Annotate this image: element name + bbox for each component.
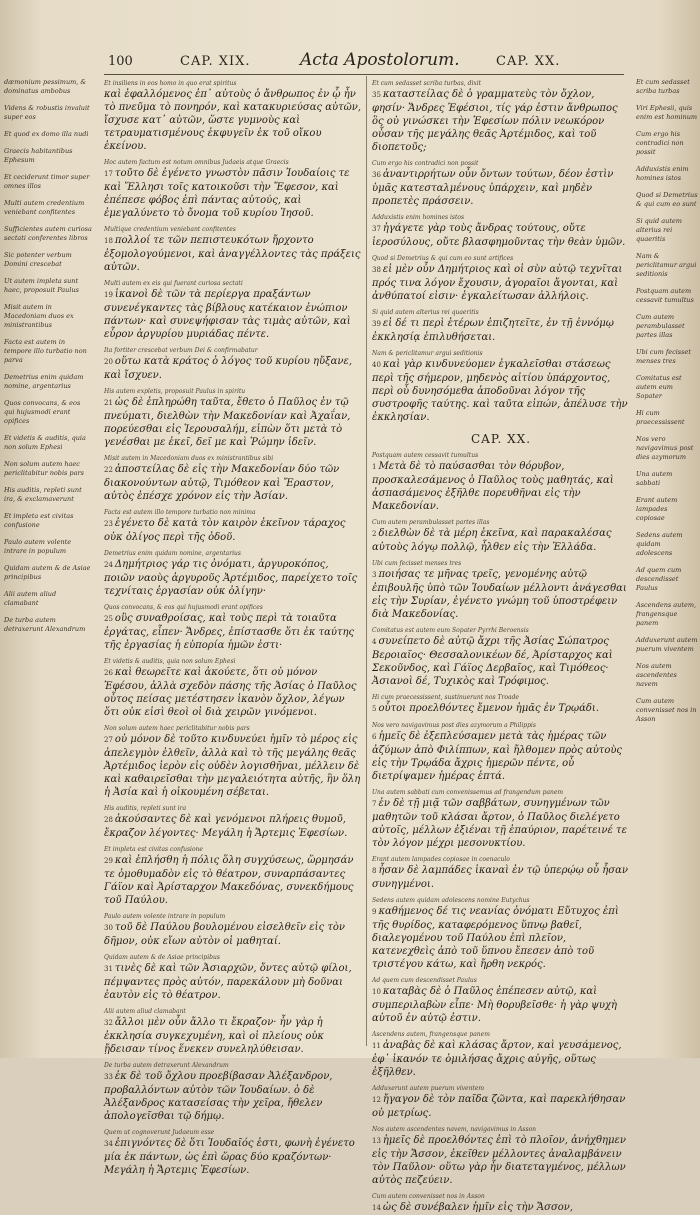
greek-text — [104, 288, 362, 341]
latin-interlinear-gloss: Comitatus est autem eum Sopater Pyrrhi Beroensis — [372, 627, 529, 634]
verse-block — [372, 519, 630, 554]
margin-note: Paulo autem volente intrare in populum — [4, 538, 72, 555]
greek-verse-text: τοῦ δὲ Παύλου βουλομένου εἰσελθεῖν εἰς τὸν δῆμον, οὐκ εἴων αὐτὸν οἱ μαθηταί. — [104, 922, 346, 947]
margin-note: Comitatus est autem eum Sopater — [636, 374, 682, 400]
greek-text — [372, 358, 630, 424]
verse-block — [372, 560, 630, 621]
latin-interlinear-gloss: Cum autem convenisset nos in Asson — [372, 1193, 485, 1200]
latin-interlinear-gloss: Adduxistis enim homines istos — [372, 214, 465, 221]
greek-verse-text: ἤγαγον δὲ τὸν παῖδα ζῶντα, καὶ παρεκλήθησαν οὐ μετρίως. — [372, 1094, 626, 1119]
latin-interlinear-gloss: Hoc autem factum est notum omnibus Judaeis atque Graecis — [104, 159, 289, 166]
latin-interlinear-gloss: His auditis, repleti sunt ira — [104, 805, 187, 812]
verse-number: 29 — [104, 857, 113, 865]
verse-block — [104, 1129, 362, 1177]
greek-verse-text: καταστείλας δὲ ὁ γραμματεὺς τὸν ὄχλον, φησίν· Ἄνδρες Ἐφέσιοι, τίς γάρ ἐστιν ἄνθρωπος ὃς οὐ γινώσκει τὴν Ἐφεσίων πόλιν νεωκόρον οὖσαν τῆς μεγάλης θεᾶς Ἀρτέμιδος, καὶ τοῦ διοπετοῦς; — [372, 89, 618, 153]
greek-text — [104, 463, 362, 503]
latin-interlinear-gloss: Nam & periclitamur argui seditionis — [372, 350, 483, 357]
margin-note: Cum autem convenisset nos in Asson — [636, 697, 697, 723]
latin-interlinear-gloss: Demetrius enim quidam nomine, argentarius — [104, 550, 241, 557]
verse-block — [104, 658, 362, 719]
greek-text — [372, 568, 630, 621]
latin-interlinear-gloss: Si quid autem alterius rei quaeritis — [372, 309, 479, 316]
greek-text — [372, 527, 630, 554]
latin-interlinear-gloss: Cum ergo his contradici non possit — [372, 160, 479, 167]
greek-text — [372, 460, 630, 513]
verse-number: 6 — [372, 733, 377, 741]
verse-number: 36 — [372, 171, 381, 179]
greek-verse-text: τινὲς δὲ καὶ τῶν Ἀσιαρχῶν, ὄντες αὐτῷ φίλοι, πέμψαντες πρὸς αὐτόν, παρεκάλουν μὴ δοῦναι ἑαυτὸν εἰς τὸ θέατρον. — [104, 963, 352, 1001]
verse-number: 32 — [104, 1019, 113, 1027]
margin-note: Si quid autem alterius rei quaeritis — [636, 217, 682, 243]
verse-number: 23 — [104, 520, 113, 528]
verse-block — [104, 226, 362, 274]
margin-note: Ubi cum fecisset menses tres — [636, 348, 691, 365]
latin-interlinear-gloss: Et impleta est civitas confusione — [104, 846, 203, 853]
right-column-top — [372, 80, 630, 424]
greek-text — [372, 905, 630, 971]
verse-block — [372, 627, 630, 688]
greek-text — [372, 88, 630, 154]
greek-verse-text: διελθὼν δὲ τὰ μέρη ἐκεῖνα, καὶ παρακαλέσας αὐτοὺς λόγῳ πολλῷ, ἦλθεν εἰς τὴν Ἑλλάδα. — [372, 528, 612, 553]
latin-interlinear-gloss: Cum autem perambulasset partes illas — [372, 519, 490, 526]
greek-text — [372, 317, 630, 344]
verse-number: 2 — [372, 530, 377, 538]
greek-text — [104, 167, 362, 220]
verse-block — [104, 550, 362, 598]
margin-note: Adduxerunt autem puerum viventem — [636, 636, 698, 653]
verse-block — [104, 280, 362, 341]
greek-verse-text: ἐν δὲ τῇ μιᾷ τῶν σαββάτων, συνηγμένων τῶν μαθητῶν τοῦ κλάσαι ἄρτον, ὁ Παῦλος διελέγετο αὐτοῖς, μέλλων ἐξιέναι τῇ ἐπαύριον, παρέτεινέ τε τὸν λόγον μέχρι μεσονυκτίου. — [372, 798, 627, 849]
latin-interlinear-gloss: Quem ut cognoverunt Judaeum esse — [104, 1129, 215, 1136]
margin-note: Nos vero navigavimus post dies azymorum — [636, 435, 694, 461]
verse-block — [104, 509, 362, 544]
latin-interlinear-gloss: Quod si Demetrius & qui cum eo sunt artifices — [372, 255, 514, 262]
verse-block — [372, 1085, 630, 1120]
latin-interlinear-gloss: Multi autem ex eis qui fuerant curiosa sectati — [104, 280, 243, 287]
latin-interlinear-gloss: Et videtis & auditis, quia non solum Ephesi — [104, 658, 236, 665]
greek-verse-text: ἀναντιρρήτων οὖν ὄντων τούτων, δέον ἐστὶν ὑμᾶς κατεσταλμένους ὑπάρχειν, καὶ μηδὲν προπετὲς πράσσειν. — [372, 169, 614, 207]
right-text-column — [372, 80, 630, 1213]
verse-block — [372, 1193, 630, 1215]
verse-number: 31 — [104, 965, 113, 973]
latin-interlinear-gloss: Alii autem aliud clamabant — [104, 1008, 186, 1015]
margin-note: Et cum sedasset scriba turbas — [636, 78, 690, 95]
verse-number: 28 — [104, 816, 113, 824]
greek-text — [372, 1134, 630, 1187]
margin-note: Erant autem lampades copiosae — [636, 496, 678, 522]
margin-note: Et videtis & auditis, quia non solum Ephesi — [4, 434, 86, 451]
right-margin-notes — [636, 78, 698, 1048]
greek-verse-text: ἡμεῖς δὲ προελθόντες ἐπὶ τὸ πλοῖον, ἀνήχθημεν εἰς τὴν Ἄσσον, ἐκεῖθεν μέλλοντες ἀναλαμβάνειν τὸν Παῦλον· οὕτω γὰρ ἦν διατεταγμένος, μέλλων αὐτὸς πεζεύειν. — [372, 1135, 626, 1186]
page-header — [0, 50, 700, 74]
verse-block — [104, 388, 362, 449]
greek-verse-text: ἡμεῖς δὲ ἐξεπλεύσαμεν μετὰ τὰς ἡμέρας τῶν ἀζύμων ἀπὸ Φιλίππων, καὶ ἤλθομεν πρὸς αὐτοὺς εἰς τὴν Τρῳάδα ἄχρις ἡμερῶν πέντε, οὗ διετρίψαμεν ἡμέρας ἑπτά. — [372, 731, 623, 782]
greek-text — [372, 263, 630, 303]
margin-note: Videns & robustis invaluit super eos — [4, 104, 90, 121]
greek-text — [104, 854, 362, 907]
greek-text — [372, 985, 630, 1025]
greek-text — [372, 168, 630, 208]
greek-verse-text: ἄλλοι μὲν οὖν ἄλλο τι ἔκραζον· ἦν γὰρ ἡ ἐκκλησία συγκεχυμένη, καὶ οἱ πλείους οὐκ ᾔδεισαν τίνος ἕνεκεν συνεληλύθεισαν. — [104, 1017, 324, 1055]
page-number: 100 — [108, 54, 133, 69]
verse-number: 39 — [372, 320, 381, 328]
greek-text — [104, 733, 362, 799]
latin-interlinear-gloss: His autem expletis, proposuit Paulus in spiritu — [104, 388, 246, 395]
greek-verse-text: καὶ ἐφαλλόμενος ἐπ᾽ αὐτοὺς ὁ ἄνθρωπος ἐν ᾧ ἦν τὸ πνεῦμα τὸ πονηρόν, καὶ κατακυριεύσας αὐτῶν, ἴσχυσε κατ᾽ αὐτῶν, ὥστε γυμνοὺς καὶ τετραυματισμένους ἐκφυγεῖν ἐκ τοῦ οἴκου ἐκείνου. — [104, 89, 362, 152]
verse-number: 8 — [372, 867, 377, 875]
latin-interlinear-gloss: Adduxerunt autem puerum viventem — [372, 1085, 485, 1092]
verse-number: 7 — [372, 800, 377, 808]
margin-note: Et quod ex domo illa nudi — [4, 130, 89, 138]
greek-verse-text: οὗτοι προελθόντες ἔμενον ἡμᾶς ἐν Τρῳάδι. — [378, 703, 600, 714]
verse-number: 1 — [372, 463, 377, 471]
latin-interlinear-gloss: Postquam autem cessavit tumultus — [372, 452, 479, 459]
verse-number: 10 — [372, 988, 381, 996]
latin-interlinear-gloss: Ubi cum fecisset menses tres — [372, 560, 462, 567]
verse-block — [104, 1008, 362, 1056]
margin-note: Graecis habitantibus Ephesum — [4, 147, 73, 164]
greek-verse-text: καὶ ἐπλήσθη ἡ πόλις ὅλη συγχύσεως, ὥρμησάν τε ὁμοθυμαδὸν εἰς τὸ θέατρον, συναρπάσαντες Γάϊον καὶ Ἀρίσταρχον Μακεδόνας, συνεκδήμους τοῦ Παύλου. — [104, 855, 354, 906]
latin-interlinear-gloss: Misit autem in Macedoniam duos ex ministrantibus sibi — [104, 455, 274, 462]
greek-verse-text: ἀκούσαντες δὲ καὶ γενόμενοι πλήρεις θυμοῦ, ἔκραζον λέγοντες· Μεγάλη ἡ Ἄρτεμις Ἐφεσίων. — [104, 814, 348, 839]
verse-block — [372, 80, 630, 154]
greek-verse-text: ἐκ δὲ τοῦ ὄχλου προεβίβασαν Ἀλέξανδρον, προβαλλόντων αὐτὸν τῶν Ἰουδαίων. ὁ δὲ Ἀλέξανδρος κατασείσας τὴν χεῖρα, ἤθελεν ἀπολογεῖσθαι τῷ δήμῳ. — [104, 1071, 333, 1122]
margin-note: Multi autem credentium veniebant confitentes — [4, 199, 85, 216]
right-column-bottom — [372, 452, 630, 1215]
latin-interlinear-gloss: Sedens autem quidam adolescens nomine Eutychus — [372, 897, 530, 904]
verse-block — [372, 350, 630, 424]
latin-interlinear-gloss: Facta est autem illo tempore turbatio non minima — [104, 509, 256, 516]
latin-interlinear-gloss: Nos autem ascendentes navem, navigavimus in Asson — [372, 1126, 537, 1133]
verse-number: 38 — [372, 266, 381, 274]
verse-block — [372, 722, 630, 783]
verse-block — [372, 255, 630, 303]
verse-block — [372, 694, 630, 716]
margin-note: Demetrius enim quidam nomine, argentarius — [4, 373, 84, 390]
verse-block — [372, 856, 630, 891]
verse-number: 40 — [372, 361, 381, 369]
margin-note: Cum ergo his contradici non possit — [636, 130, 684, 156]
verse-number: 5 — [372, 705, 377, 713]
margin-note: Ascendens autem, frangensque panem — [636, 601, 697, 627]
latin-interlinear-gloss: Quidam autem & de Asiae principibus — [104, 954, 220, 961]
greek-text — [104, 921, 362, 948]
margin-note: Adduxistis enim homines istos — [636, 165, 689, 182]
greek-verse-text: καθήμενος δέ τις νεανίας ὀνόματι Εὔτυχος ἐπὶ τῆς θυρίδος, καταφερόμενος ὕπνῳ βαθεῖ, διαλεγομένου τοῦ Παύλου ἐπὶ πλεῖον, κατενεχθεὶς ἀπὸ τοῦ ὕπνου ἔπεσεν ἀπὸ τοῦ τριστέγου κάτω, καὶ ἤρθη νεκρός. — [372, 906, 619, 970]
margin-note: Quos convocans, & eos qui hujusmodi erant opifices — [4, 399, 81, 425]
greek-text — [104, 666, 362, 719]
margin-note: dæmonium pessimum, & dominatus ambobus — [4, 78, 87, 95]
greek-text — [104, 355, 362, 382]
greek-verse-text: ἐπιγνόντες δὲ ὅτι Ἰουδαῖός ἐστι, φωνὴ ἐγένετο μία ἐκ πάντων, ὡς ἐπὶ ὥρας δύο κραζόντων· Μεγάλη ἡ Ἄρτεμις Ἐφεσίων. — [104, 1138, 355, 1176]
greek-verse-text: ἀναβὰς δὲ καὶ κλάσας ἄρτον, καὶ γευσάμενος, ἐφ᾽ ἱκανόν τε ὁμιλήσας ἄχρις αὐγῆς, οὕτως ἐξῆλθεν. — [372, 1040, 622, 1078]
verse-block — [372, 160, 630, 208]
greek-verse-text: ἀποστείλας δὲ εἰς τὴν Μακεδονίαν δύο τῶν διακονούντων αὐτῷ, Τιμόθεον καὶ Ἔραστον, αὐτὸς ἐπέσχε χρόνον εἰς τὴν Ἀσίαν. — [104, 464, 340, 502]
greek-text — [104, 612, 362, 652]
greek-verse-text: πολλοί τε τῶν πεπιστευκότων ἤρχοντο ἐξομολογούμενοι, καὶ ἀναγγέλλοντες τὰς πράξεις αὐτῶν. — [104, 235, 361, 273]
latin-interlinear-gloss: Non solum autem haec periclitabitur nobis pars — [104, 725, 250, 732]
margin-note: De turba autem detraxerunt Alexandrum — [4, 616, 86, 633]
latin-interlinear-gloss: Erant autem lampades copiosae in coenaculo — [372, 856, 510, 863]
latin-interlinear-gloss: Ita fortiter crescebat verbum Dei & confirmabatur — [104, 347, 258, 354]
margin-note: Cum autem perambulasset partes illas — [636, 313, 685, 339]
margin-note: His auditis, repleti sunt ira, & exclamaverunt — [4, 486, 82, 503]
header-rule — [104, 74, 624, 75]
greek-verse-text: ποιήσας τε μῆνας τρεῖς, γενομένης αὐτῷ ἐπιβουλῆς ὑπὸ τῶν Ἰουδαίων μέλλοντι ἀνάγεσθαι εἰς τὴν Συρίαν, ἐγένετο γνώμη τοῦ ὑποστρέφειν διὰ Μακεδονίας. — [372, 569, 627, 620]
greek-verse-text: Δημήτριος γάρ τις ὀνόματι, ἀργυροκόπος, ποιῶν ναοὺς ἀργυροῦς Ἀρτέμιδος, παρείχετο τοῖς τεχνίταις ἐργασίαν οὐκ ὀλίγην· — [104, 559, 358, 597]
margin-note: Misit autem in Macedoniam duos ex ministrantibus — [4, 303, 74, 329]
chapter-label-right: CAP. XX. — [496, 54, 561, 69]
greek-text — [104, 1137, 362, 1177]
verse-number: 17 — [104, 170, 113, 178]
verse-number: 9 — [372, 908, 377, 916]
latin-interlinear-gloss: Et insiliens in eos homo in quo erat spiritus — [104, 80, 237, 87]
verse-block — [104, 80, 362, 153]
verse-number: 33 — [104, 1073, 113, 1081]
margin-note: Sufficientes autem curiosa sectati conferentes libros — [4, 225, 92, 242]
greek-verse-text: ἦσαν δὲ λαμπάδες ἱκαναὶ ἐν τῷ ὑπερῴῳ οὗ ἦσαν συνηγμένοι. — [372, 865, 628, 890]
greek-text — [372, 864, 630, 891]
verse-number: 27 — [104, 736, 113, 744]
latin-interlinear-gloss: Multique credentium veniebant confitentes — [104, 226, 236, 233]
greek-text — [104, 517, 362, 544]
margin-note: Alii autem aliud clamabant — [4, 590, 57, 607]
greek-text — [372, 702, 630, 716]
greek-verse-text: τοῦτο δὲ ἐγένετο γνωστὸν πᾶσιν Ἰουδαίοις τε καὶ Ἕλλησι τοῖς κατοικοῦσι τὴν Ἔφεσον, καὶ ἐπέπεσε φόβος ἐπὶ πάντας αὐτούς, καὶ ἐμεγαλύνετο τὸ ὄνομα τοῦ κυρίου Ἰησοῦ. — [104, 168, 350, 219]
greek-verse-text: οὐ μόνον δὲ τοῦτο κινδυνεύει ἡμῖν τὸ μέρος εἰς ἀπελεγμὸν ἐλθεῖν, ἀλλὰ καὶ τὸ τῆς μεγάλης θεᾶς Ἀρτέμιδος ἱερὸν εἰς οὐδὲν λογισθῆναι, μέλλειν δὲ καὶ καθαιρεῖσθαι τὴν μεγαλειότητα αὐτῆς, ἣν ὅλη ἡ Ἀσία καὶ ἡ οἰκουμένη σέβεται. — [104, 734, 361, 798]
margin-note: Ad quem cum descendisset Paulus — [636, 566, 682, 592]
margin-note: Nos autem ascendentes navem — [636, 662, 677, 688]
verse-block — [372, 897, 630, 971]
margin-note: Viri Ephesii, quis enim est hominum — [636, 104, 698, 121]
latin-interlinear-gloss: Nos vero navigavimus post dies azymorum a Philippis — [372, 722, 536, 729]
verse-number: 26 — [104, 669, 113, 677]
greek-verse-text: καταβὰς δὲ ὁ Παῦλος ἐπέπεσεν αὐτῷ, καὶ συμπεριλαβὼν εἶπε· Μὴ θορυβεῖσθε· ἡ γὰρ ψυχὴ αὐτοῦ ἐν αὐτῷ ἐστιν. — [372, 986, 617, 1024]
latin-interlinear-gloss: Paulo autem volente intrare in populum — [104, 913, 226, 920]
greek-verse-text: ἐγένετο δὲ κατὰ τὸν καιρὸν ἐκεῖνον τάραχος οὐκ ὀλίγος περὶ τῆς ὁδοῦ. — [104, 518, 346, 543]
greek-text — [104, 558, 362, 598]
greek-text — [372, 1201, 630, 1215]
margin-note: Postquam autem cessavit tumultus — [636, 287, 694, 304]
verse-block — [104, 805, 362, 840]
verse-block — [372, 309, 630, 344]
verse-block — [104, 954, 362, 1002]
greek-verse-text: ἠγάγετε γὰρ τοὺς ἄνδρας τούτους, οὔτε ἱεροσύλους, οὔτε βλασφημοῦντας τὴν θεὰν ὑμῶν. — [372, 223, 626, 248]
verse-number: 14 — [372, 1204, 381, 1212]
verse-block — [104, 159, 362, 220]
margin-note: Sic potenter verbum Domini crescebat — [4, 251, 72, 268]
margin-note: Quod si Demetrius & qui cum eo sunt — [636, 191, 698, 208]
verse-number: 24 — [104, 561, 113, 569]
latin-interlinear-gloss: Ascendens autem, frangensque panem — [372, 1031, 490, 1038]
verse-number: 34 — [104, 1140, 113, 1148]
verse-block — [372, 1031, 630, 1079]
greek-verse-text: συνείπετο δὲ αὐτῷ ἄχρι τῆς Ἀσίας Σώπατρος Βεροιαῖος· Θεσσαλονικέων δέ, Ἀρίσταρχος καὶ Σεκοῦνδος, καὶ Γάϊος Δερβαῖος, καὶ Τιμόθεος· Ἀσιανοὶ δέ, Τυχικὸς καὶ Τρόφιμος. — [372, 636, 613, 687]
margin-note: Sedens autem quidam adolescens — [636, 531, 683, 557]
greek-text — [372, 1093, 630, 1120]
verse-block — [104, 347, 362, 382]
latin-interlinear-gloss: Ad quem cum descendisset Paulus — [372, 977, 477, 984]
verse-number: 20 — [104, 358, 113, 366]
chapter-label-left: CAP. XIX. — [180, 54, 251, 69]
greek-text — [104, 88, 362, 153]
verse-number: 21 — [104, 399, 113, 407]
left-text-column — [104, 80, 362, 1176]
greek-text — [372, 222, 630, 249]
greek-text — [104, 962, 362, 1002]
verse-block — [104, 1062, 362, 1123]
margin-note: Una autem sabbati — [636, 470, 673, 487]
verse-block — [372, 214, 630, 249]
greek-verse-text: ὡς δὲ ἐπληρώθη ταῦτα, ἔθετο ὁ Παῦλος ἐν τῷ πνεύματι, διελθὼν τὴν Μακεδονίαν καὶ Ἀχαΐαν, πορεύεσθαι εἰς Ἱερουσαλήμ, εἰπὼν ὅτι μετὰ τὸ γενέσθαι με ἐκεῖ, δεῖ με καὶ Ῥώμην ἰδεῖν. — [104, 397, 351, 448]
greek-text — [104, 234, 362, 274]
margin-note: Hi cum praecessissent — [636, 409, 685, 426]
margin-note: Facta est autem in tempore illo turbatio non parva — [4, 338, 87, 364]
verse-number: 11 — [372, 1042, 381, 1050]
latin-interlinear-gloss: Et cum sedasset scriba turbas, dixit — [372, 80, 482, 87]
verse-number: 22 — [104, 466, 113, 474]
verse-block — [104, 455, 362, 503]
greek-text — [372, 730, 630, 783]
verse-number: 35 — [372, 91, 381, 99]
margin-note: Non solum autem haec periclitabitur nobis pars — [4, 460, 84, 477]
greek-text — [104, 813, 362, 840]
greek-verse-text: εἰ μὲν οὖν Δημήτριος καὶ οἱ σὺν αὐτῷ τεχνῖται πρός τινα λόγον ἔχουσιν, ἀγοραῖοι ἄγονται, καὶ ἀνθύπατοί εἰσιν· ἐγκαλείτωσαν ἀλλήλοις. — [372, 264, 623, 302]
greek-text — [104, 396, 362, 449]
greek-verse-text: καὶ γὰρ κινδυνεύομεν ἐγκαλεῖσθαι στάσεως περὶ τῆς σήμερον, μηδενὸς αἰτίου ὑπάρχοντος, περὶ οὗ δυνησόμεθα ἀποδοῦναι λόγον τῆς συστροφῆς ταύτης. καὶ ταῦτα εἰπών, ἀπέλυσε τὴν ἐκκλησίαν. — [372, 359, 628, 423]
verse-number: 37 — [372, 225, 381, 233]
verse-block — [372, 1126, 630, 1187]
column-divider — [366, 76, 367, 1046]
verse-number: 30 — [104, 924, 113, 932]
margin-note: Et impleta est civitas confusione — [4, 512, 74, 529]
verse-block — [104, 913, 362, 948]
greek-verse-text: καὶ θεωρεῖτε καὶ ἀκούετε, ὅτι οὐ μόνον Ἐφέσου, ἀλλὰ σχεδὸν πάσης τῆς Ἀσίας ὁ Παῦλος οὗτος πείσας μετέστησεν ἱκανὸν ὄχλον, λέγων ὅτι οὐκ εἰσὶ θεοὶ οἱ διὰ χειρῶν γινόμενοι. — [104, 667, 357, 718]
verse-block — [104, 604, 362, 652]
running-title: Acta Apostolorum. — [300, 50, 460, 70]
margin-note: Quidam autem & de Asiae principibus — [4, 564, 91, 581]
margin-note: Nam & periclitamur argui seditionis — [636, 252, 697, 278]
left-margin-notes — [4, 78, 92, 1048]
verse-number: 12 — [372, 1096, 381, 1104]
margin-note: Et ceciderunt timor super omnes illos — [4, 173, 90, 190]
greek-text — [372, 797, 630, 850]
verse-block — [372, 789, 630, 850]
verse-number: 18 — [104, 237, 113, 245]
verse-number: 25 — [104, 615, 113, 623]
greek-verse-text: ἱκανοὶ δὲ τῶν τὰ περίεργα πραξάντων συνενέγκαντες τὰς βίβλους κατέκαιον ἐνώπιον πάντων· καὶ συνεψήφισαν τὰς τιμὰς αὐτῶν, καὶ εὗρον ἀργυρίου μυριάδας πέντε. — [104, 289, 351, 340]
greek-verse-text: οὓς συναθροίσας, καὶ τοὺς περὶ τὰ τοιαῦτα ἐργάτας, εἶπεν· Ἄνδρες, ἐπίστασθε ὅτι ἐκ ταύτης τῆς ἐργασίας ἡ εὐπορία ἡμῶν ἐστι· — [104, 613, 355, 651]
greek-verse-text: ὡς δὲ συνέβαλεν ἡμῖν εἰς τὴν Ἄσσον, — [382, 1202, 574, 1213]
margin-note: Ut autem impleta sunt haec, proposuit Paulus — [4, 277, 79, 294]
verse-block — [372, 977, 630, 1025]
greek-verse-text: Μετὰ δὲ τὸ παύσασθαι τὸν θόρυβον, προσκαλεσάμενος ὁ Παῦλος τοὺς μαθητάς, καὶ ἀσπασάμενος ἐξῆλθε πορευθῆναι εἰς τὴν Μακεδονίαν. — [372, 461, 614, 512]
verse-block — [372, 452, 630, 513]
greek-verse-text: εἰ δέ τι περὶ ἑτέρων ἐπιζητεῖτε, ἐν τῇ ἐννόμῳ ἐκκλησίᾳ ἐπιλυθήσεται. — [372, 318, 614, 343]
latin-interlinear-gloss: Hi cum praecessissent, sustinuerunt nos Troade — [372, 694, 519, 701]
verse-number: 3 — [372, 571, 377, 579]
greek-text — [372, 635, 630, 688]
latin-interlinear-gloss: Quos convocans, & eos qui hujusmodi erant opifices — [104, 604, 263, 611]
greek-text — [104, 1016, 362, 1056]
verse-number: 19 — [104, 291, 113, 299]
verse-number: 13 — [372, 1137, 381, 1145]
greek-text — [104, 1070, 362, 1123]
latin-interlinear-gloss: Una autem sabbati cum convenissemus ad frangendum panem — [372, 789, 564, 796]
latin-interlinear-gloss: De turba autem detraxerunt Alexandrum — [104, 1062, 229, 1069]
chapter-heading: CAP. XX. — [470, 432, 532, 446]
verse-block — [104, 725, 362, 799]
verse-block — [104, 846, 362, 907]
greek-verse-text: οὕτω κατὰ κράτος ὁ λόγος τοῦ κυρίου ηὔξανε, καὶ ἴσχυεν. — [104, 356, 352, 381]
verse-number: 4 — [372, 638, 377, 646]
greek-text — [372, 1039, 630, 1079]
